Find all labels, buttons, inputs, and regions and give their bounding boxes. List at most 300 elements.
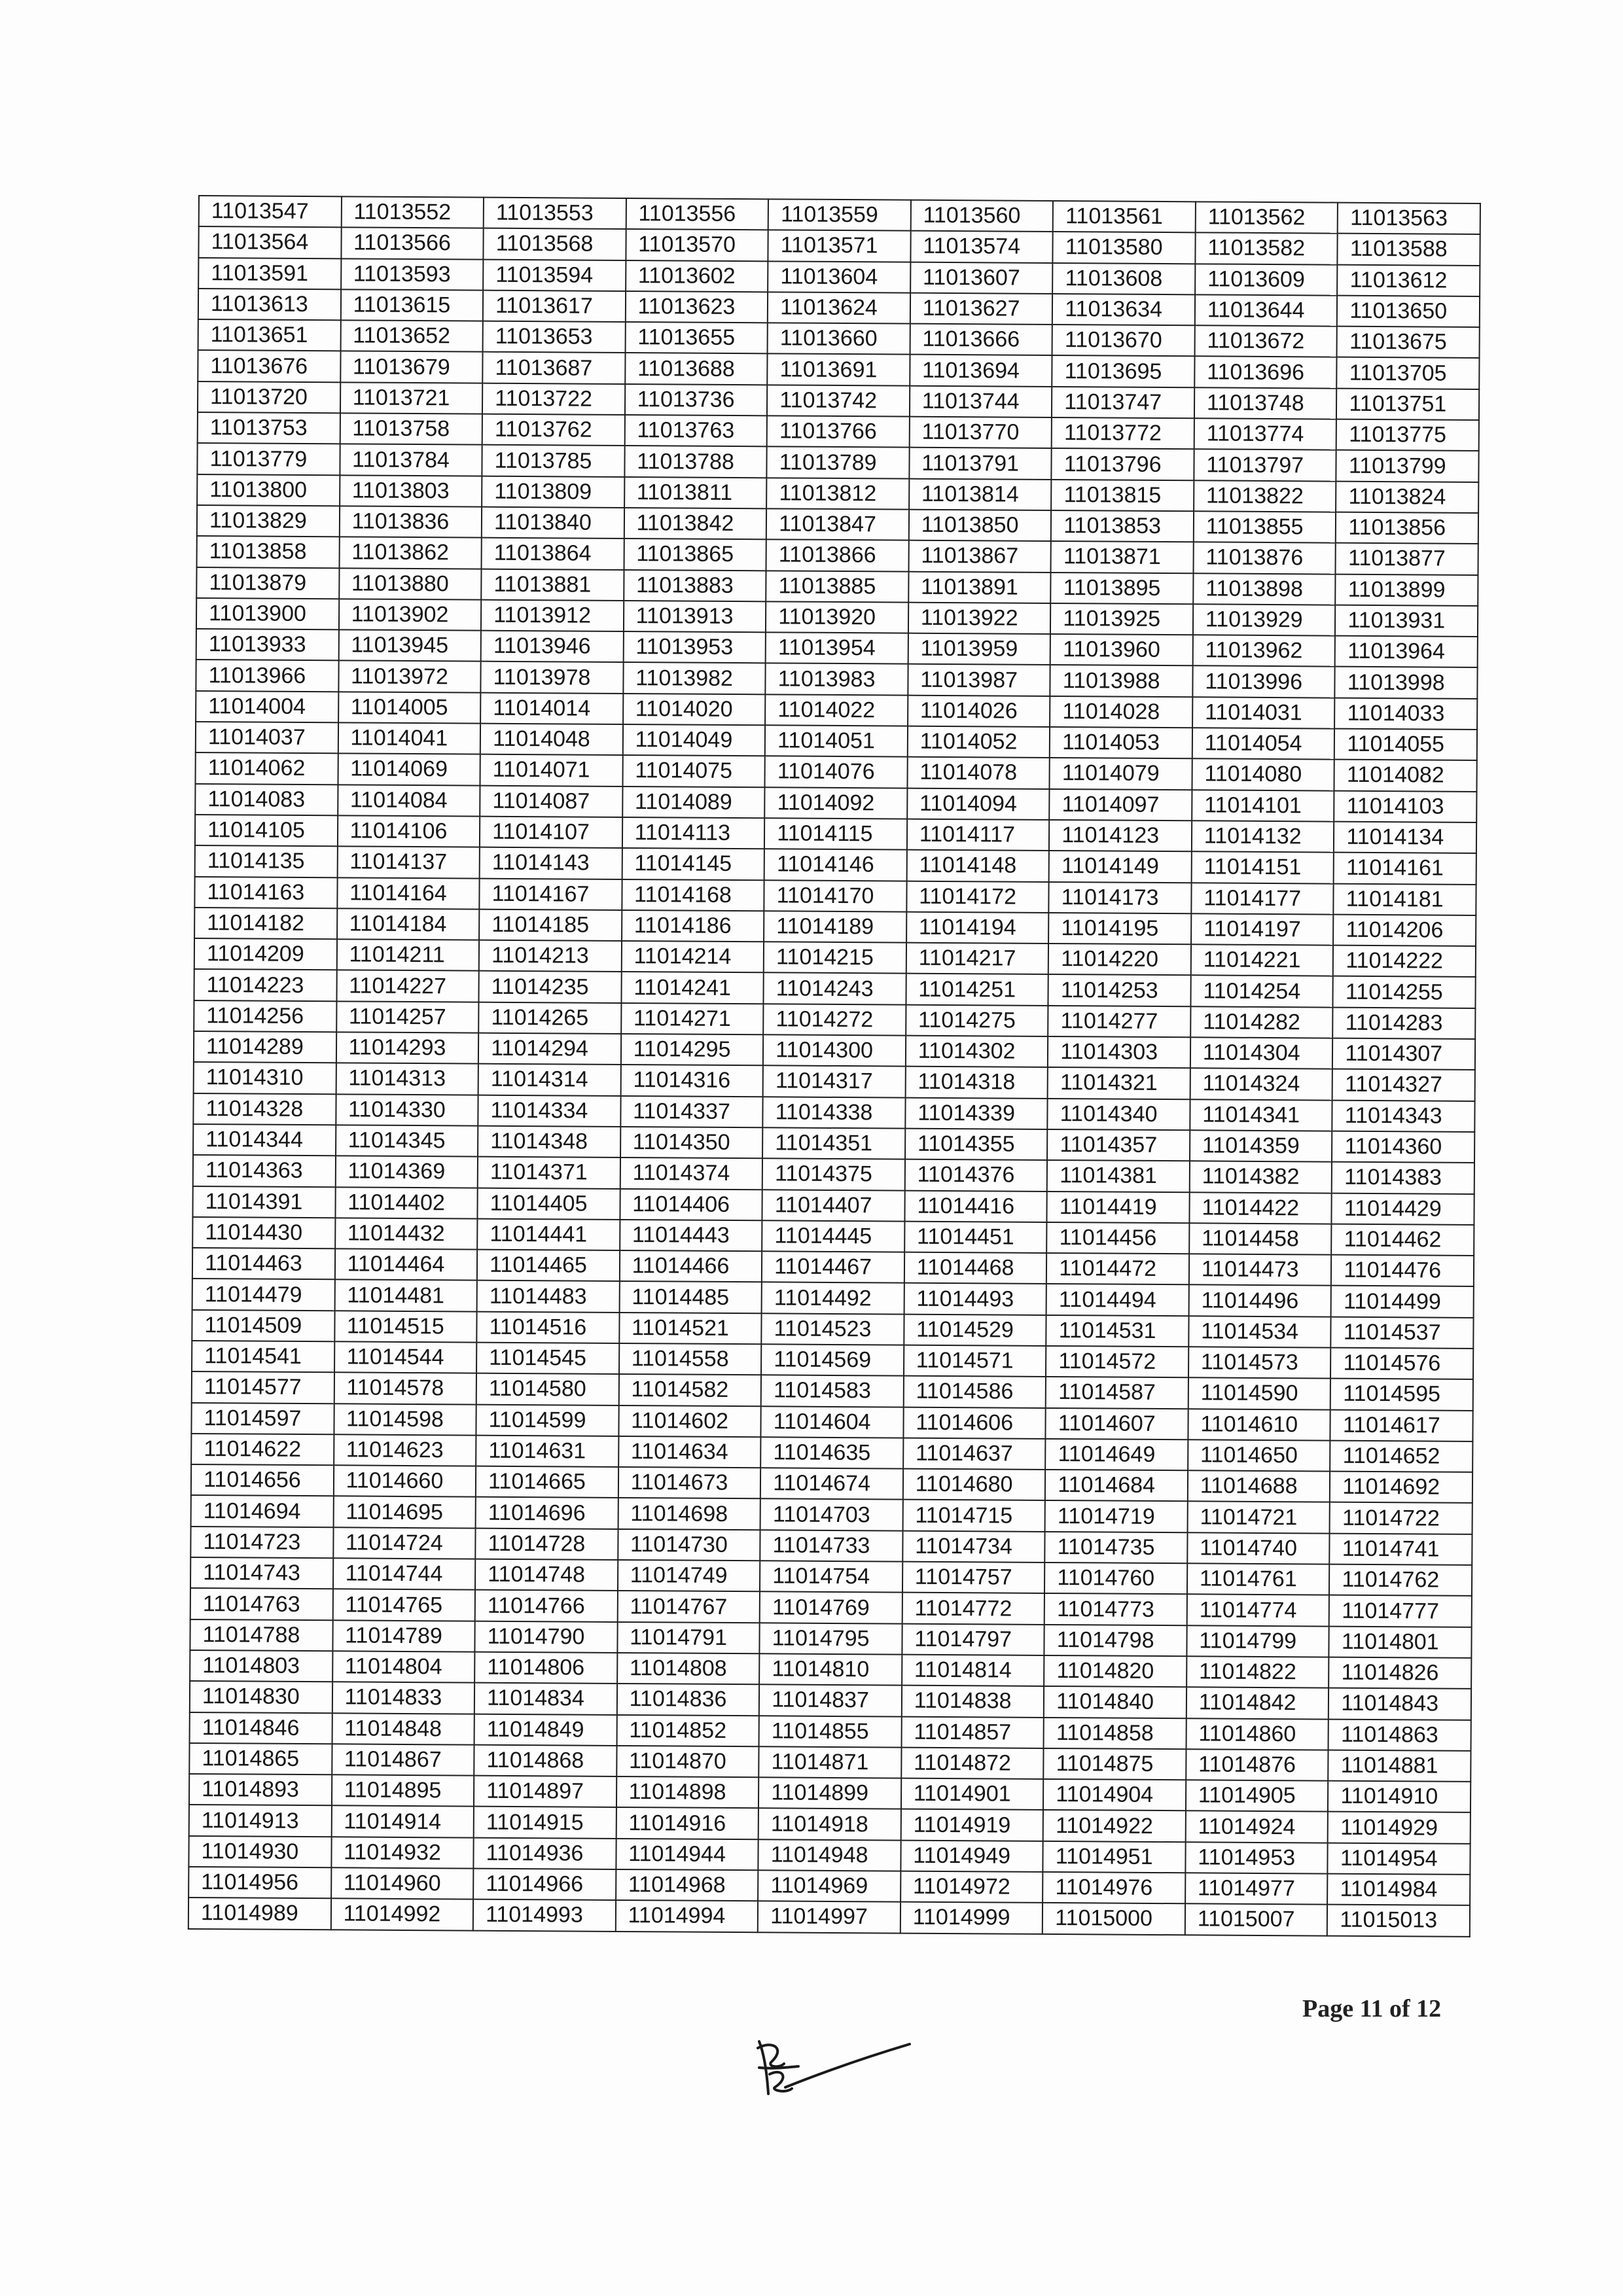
table-cell: 11013720: [198, 381, 340, 414]
table-cell: 11014014: [480, 692, 623, 724]
table-cell: 11014762: [1329, 1564, 1472, 1597]
table-cell: 11013574: [910, 231, 1053, 263]
table-cell: 11013811: [624, 477, 767, 509]
table-cell: 11014194: [906, 911, 1049, 944]
table-cell: 11014405: [478, 1188, 620, 1220]
table-cell: 11014695: [333, 1496, 476, 1528]
table-cell: 11014930: [188, 1836, 331, 1868]
table-cell: 11013814: [909, 478, 1052, 510]
table-cell: 11014698: [618, 1498, 760, 1530]
table-cell: 11014149: [1049, 851, 1192, 883]
table-cell: 11014051: [765, 725, 908, 757]
table-cell: 11014949: [901, 1840, 1043, 1872]
table-cell: 11014733: [760, 1530, 902, 1562]
table-cell: 11014456: [1046, 1222, 1189, 1254]
table-cell: 11014304: [1190, 1037, 1333, 1069]
table-cell: 11014814: [902, 1655, 1044, 1687]
table-cell: 11014798: [1044, 1625, 1187, 1657]
table-cell: 11013652: [340, 321, 483, 353]
table-cell: 11014740: [1187, 1532, 1330, 1564]
table-cell: 11014307: [1332, 1038, 1475, 1070]
table-cell: 11014905: [1186, 1780, 1329, 1812]
table-cell: 11014992: [330, 1899, 473, 1931]
table-cell: 11014610: [1188, 1409, 1330, 1441]
table-cell: 11014383: [1332, 1162, 1474, 1194]
table-cell: 11014441: [477, 1218, 620, 1250]
table-cell: 11014493: [904, 1283, 1046, 1315]
table-cell: 11013763: [624, 415, 767, 447]
table-cell: 11014348: [478, 1126, 620, 1158]
table-cell: 11014875: [1044, 1748, 1186, 1780]
table-cell: 11013571: [768, 230, 911, 262]
table-cell: 11013696: [1194, 357, 1337, 389]
table-cell: 11014904: [1043, 1779, 1186, 1811]
table-cell: 11014899: [758, 1777, 901, 1809]
table-cell: 11014295: [621, 1034, 764, 1066]
table-cell: 11014599: [476, 1404, 619, 1436]
table-cell: 11014117: [907, 819, 1050, 851]
table-cell: 11014849: [474, 1714, 617, 1746]
table-cell: 11014769: [760, 1592, 902, 1624]
table-cell: 11013617: [483, 291, 626, 323]
table-cell: 11014494: [1046, 1284, 1189, 1316]
table-cell: 11014328: [193, 1093, 336, 1125]
table-cell: 11013788: [624, 446, 767, 478]
table-cell: 11014863: [1329, 1719, 1471, 1751]
table-cell: 11014217: [906, 943, 1048, 975]
table-cell: 11014429: [1332, 1193, 1474, 1225]
table-cell: 11014799: [1186, 1625, 1329, 1657]
table-cell: 11013962: [1192, 635, 1335, 667]
table-cell: 11014797: [902, 1623, 1044, 1655]
table-cell: 11014468: [904, 1252, 1047, 1284]
table-cell: 11014283: [1333, 1007, 1476, 1039]
table-cell: 11014860: [1186, 1718, 1329, 1750]
table-cell: 11014075: [622, 755, 765, 787]
table-cell: 11014243: [764, 973, 906, 1005]
table-cell: 11014031: [1192, 697, 1335, 729]
table-cell: 11014918: [758, 1809, 901, 1841]
table-cell: 11014481: [334, 1280, 477, 1312]
table-cell: 11014416: [904, 1190, 1047, 1222]
table-cell: 11014227: [336, 970, 479, 1002]
table-cell: 11014836: [616, 1684, 759, 1716]
table-cell: 11014715: [902, 1500, 1045, 1532]
table-cell: 11014673: [618, 1467, 760, 1499]
table-cell: 11014966: [473, 1869, 616, 1901]
table-cell: 11014197: [1191, 913, 1334, 945]
table-cell: 11014989: [188, 1898, 331, 1930]
table-cell: 11014344: [193, 1124, 336, 1156]
table-cell: 11013796: [1052, 448, 1194, 480]
table-cell: 11014871: [758, 1746, 901, 1778]
table-cell: 11014870: [616, 1746, 759, 1778]
table-cell: 11013867: [908, 540, 1051, 573]
table-cell: 11014622: [191, 1434, 334, 1466]
table-cell: 11014578: [334, 1373, 476, 1405]
table-cell: 11014719: [1045, 1500, 1188, 1532]
table-cell: 11014881: [1329, 1750, 1471, 1782]
table-cell: 11014583: [761, 1375, 904, 1407]
table-cell: 11013858: [197, 536, 340, 568]
table-cell: 11014485: [619, 1281, 762, 1313]
table-cell: 11013982: [623, 662, 766, 694]
table-cell: 11013881: [481, 569, 624, 601]
table-cell: 11014310: [194, 1062, 336, 1094]
table-cell: 11014337: [620, 1096, 763, 1128]
table-cell: 11014680: [903, 1469, 1046, 1501]
table-cell: 11014730: [618, 1529, 760, 1561]
table-cell: 11013812: [766, 478, 909, 510]
table-cell: 11014472: [1046, 1253, 1189, 1285]
table-cell: 11014846: [190, 1712, 332, 1744]
table-cell: 11014215: [764, 942, 906, 974]
table-cell: 11013591: [198, 258, 341, 290]
table-cell: 11013580: [1053, 232, 1196, 264]
table-cell: 11014272: [763, 1004, 906, 1036]
table-cell: 11014186: [622, 910, 764, 942]
table-cell: 11013559: [768, 199, 911, 231]
table-cell: 11013922: [908, 602, 1051, 634]
table-cell: 11013613: [198, 289, 341, 321]
table-cell: 11014534: [1188, 1316, 1331, 1348]
table-cell: 11013609: [1195, 264, 1338, 296]
table-cell: 11014419: [1047, 1191, 1190, 1223]
table-cell: 11014976: [1043, 1872, 1185, 1904]
table-cell: 11013864: [482, 538, 624, 570]
table-cell: 11014107: [480, 817, 622, 849]
table-cell: 11014602: [618, 1405, 761, 1438]
table-cell: 11013998: [1335, 667, 1478, 699]
table-cell: 11014357: [1047, 1129, 1190, 1161]
table-cell: 11014402: [335, 1187, 478, 1219]
table-cell: 11013562: [1196, 202, 1338, 234]
table-cell: 11013588: [1338, 234, 1480, 266]
table-cell: 11014598: [334, 1404, 476, 1436]
table-cell: 11014316: [620, 1065, 763, 1097]
table-cell: 11014544: [334, 1341, 477, 1373]
table-cell: 11013895: [1050, 573, 1193, 605]
table-cell: 11014760: [1044, 1563, 1187, 1595]
table-cell: 11013785: [482, 445, 624, 477]
table-cell: 11013959: [908, 633, 1050, 665]
table-cell: 11014724: [333, 1527, 476, 1559]
table-cell: 11013879: [196, 567, 339, 599]
table-cell: 11013815: [1051, 480, 1194, 512]
table-cell: 11014037: [196, 722, 338, 754]
table-cell: 11014143: [480, 847, 622, 879]
table-cell: 11014595: [1330, 1379, 1473, 1411]
table-cell: 11014371: [478, 1157, 620, 1189]
table-cell: 11014541: [192, 1341, 334, 1373]
table-cell: 11014684: [1045, 1470, 1188, 1502]
table-cell: 11014994: [615, 1900, 758, 1932]
table-cell: 11014255: [1333, 976, 1476, 1008]
table-cell: 11014028: [1050, 696, 1192, 728]
table-cell: 11013670: [1052, 325, 1195, 357]
table-cell: 11013865: [624, 539, 766, 571]
table-cell: 11013983: [766, 663, 908, 696]
table-cell: 11014476: [1331, 1255, 1474, 1287]
table-cell: 11014463: [192, 1248, 335, 1280]
table-cell: 11014820: [1044, 1655, 1186, 1687]
table-cell: 11014910: [1328, 1781, 1471, 1813]
table-cell: 11013547: [199, 196, 342, 228]
table-cell: 11014235: [479, 971, 622, 1003]
table-cell: 11014206: [1333, 914, 1476, 946]
table-cell: 11014649: [1045, 1439, 1188, 1471]
table-cell: 11013624: [768, 292, 910, 324]
table-cell: 11014631: [476, 1436, 618, 1468]
table-cell: 11013666: [910, 324, 1052, 356]
table-cell: 11014496: [1188, 1285, 1331, 1317]
table-cell: 11014462: [1332, 1224, 1474, 1256]
table-cell: 11014806: [474, 1652, 617, 1684]
table-cell: 11014265: [478, 1002, 621, 1034]
table-cell: 11014607: [1046, 1408, 1188, 1440]
table-cell: 11014182: [194, 908, 337, 940]
table-cell: 11014097: [1049, 789, 1192, 821]
table-cell: 11014049: [622, 724, 765, 756]
table-cell: 11014972: [901, 1871, 1043, 1903]
table-cell: 11013607: [910, 262, 1053, 294]
table-cell: 11014916: [616, 1807, 758, 1839]
table-cell: 11014168: [622, 879, 764, 911]
table-cell: 11013862: [339, 537, 482, 569]
table-cell: 11014515: [334, 1311, 477, 1343]
table-cell: 11013608: [1052, 263, 1195, 295]
table-cell: 11013822: [1194, 480, 1336, 512]
table-cell: 11014293: [336, 1032, 478, 1064]
table-cell: 11013988: [1050, 665, 1193, 697]
table-cell: 11014080: [1192, 759, 1334, 791]
table-cell: 11014391: [192, 1186, 335, 1218]
table-cell: 11014898: [616, 1776, 759, 1809]
table-cell: 11014865: [189, 1743, 332, 1775]
table-cell: 11014214: [621, 941, 764, 973]
table-cell: 11014303: [1048, 1036, 1190, 1069]
table-cell: 11013736: [625, 384, 768, 416]
table-cell: 11013564: [198, 226, 341, 258]
table-cell: 11014300: [763, 1034, 906, 1067]
table-cell: 11014053: [1050, 727, 1192, 759]
table-cell: 11014577: [192, 1371, 334, 1404]
table-cell: 11014810: [759, 1653, 902, 1686]
table-cell: 11013721: [340, 382, 483, 414]
table-cell: 11013770: [909, 417, 1052, 449]
table-cell: 11014529: [904, 1314, 1046, 1346]
table-cell: 11014084: [338, 785, 480, 817]
table-cell: 11014254: [1190, 976, 1333, 1008]
table-cell: 11013803: [340, 475, 482, 507]
table-cell: 11014465: [477, 1250, 620, 1282]
table-cell: 11014868: [474, 1744, 616, 1776]
table-cell: 11014406: [620, 1188, 762, 1220]
table-cell: 11014256: [194, 1000, 336, 1033]
table-cell: 11013758: [340, 413, 482, 445]
table-cell: 11014721: [1187, 1502, 1330, 1534]
table-cell: 11014103: [1334, 790, 1477, 822]
table-cell: 11013996: [1192, 666, 1335, 698]
table-cell: 11014634: [618, 1436, 761, 1468]
table-cell: 11014537: [1331, 1316, 1474, 1349]
table-cell: 11014134: [1334, 822, 1476, 854]
table-cell: 11013902: [338, 599, 481, 631]
table-cell: 11014914: [331, 1806, 474, 1838]
table-cell: 11013560: [910, 200, 1053, 232]
table-cell: 11014004: [196, 691, 338, 723]
table-cell: 11014761: [1187, 1563, 1330, 1595]
table-cell: 11014984: [1327, 1874, 1470, 1906]
table-cell: 11014969: [758, 1870, 901, 1902]
table-cell: 11014082: [1334, 760, 1477, 792]
table-cell: 11014660: [333, 1465, 476, 1497]
table-cell: 11014897: [474, 1776, 616, 1808]
table-cell: 11014833: [332, 1682, 474, 1714]
table-cell: 11014079: [1050, 758, 1192, 790]
table-cell: 11013772: [1052, 417, 1194, 450]
table-cell: 11014363: [193, 1155, 336, 1187]
table-cell: 11013880: [339, 568, 482, 600]
table-cell: 11014808: [617, 1653, 760, 1685]
table-cell: 11014055: [1334, 729, 1477, 761]
table-cell: 11014343: [1332, 1100, 1475, 1132]
table-cell: 11014790: [475, 1621, 618, 1653]
table-cell: 11013753: [198, 412, 340, 444]
table-cell: 11014954: [1328, 1843, 1471, 1875]
table-cell: 11013800: [197, 474, 340, 506]
table-cell: 11014545: [476, 1343, 619, 1375]
table-cell: 11014209: [194, 938, 337, 970]
table-cell: 11013766: [767, 415, 910, 448]
roll-number-table: [188, 195, 1481, 1937]
table-cell: 11013650: [1337, 296, 1480, 328]
table-cell: 11014339: [905, 1097, 1048, 1129]
table-cell: 11013931: [1335, 605, 1478, 637]
table-cell: 11013705: [1337, 357, 1480, 389]
table-cell: 11013623: [625, 291, 768, 323]
table-cell: 11014857: [901, 1716, 1044, 1748]
table-cell: 11014652: [1330, 1440, 1472, 1472]
table-cell: 11014590: [1188, 1378, 1331, 1410]
table-cell: 11014071: [480, 754, 623, 786]
table-cell: 11014692: [1330, 1472, 1472, 1504]
table-cell: 11013695: [1052, 355, 1195, 387]
table-cell: 11014674: [760, 1468, 903, 1500]
table-cell: 11014062: [196, 752, 338, 785]
table-cell: 11014375: [762, 1158, 905, 1190]
table-cell: 11013691: [767, 354, 910, 386]
table-cell: 11013853: [1051, 510, 1194, 542]
table-cell: 11014164: [337, 877, 480, 910]
table-cell: 11013627: [910, 293, 1053, 325]
table-cell: 11013925: [1050, 603, 1193, 635]
table-cell: 11014743: [190, 1557, 333, 1589]
table-cell: 11014744: [333, 1558, 476, 1590]
table-cell: 11014422: [1189, 1192, 1332, 1224]
table-cell: 11014271: [621, 1003, 764, 1035]
table-cell: 11014092: [764, 787, 907, 819]
table-cell: 11014467: [762, 1251, 904, 1283]
table-cell: 11014804: [332, 1651, 475, 1683]
table-cell: 11013779: [197, 443, 340, 475]
table-cell: 11014573: [1188, 1347, 1331, 1379]
table-cell: 11014340: [1048, 1099, 1190, 1131]
table-cell: 11014772: [902, 1593, 1044, 1625]
table-cell: 11014893: [189, 1774, 332, 1806]
table-cell: 11014277: [1048, 1006, 1190, 1038]
table-cell: 11014944: [616, 1839, 758, 1871]
table-cell: 11014803: [190, 1650, 332, 1682]
table-cell: 11014430: [192, 1217, 335, 1249]
table-cell: 11013694: [910, 355, 1052, 387]
table-cell: 11014170: [764, 880, 907, 912]
table-cell: 11013856: [1336, 512, 1478, 544]
table-cell: 11014499: [1331, 1286, 1474, 1318]
table-cell: 11014026: [908, 695, 1050, 727]
table-cell: 11014407: [762, 1190, 905, 1222]
table-body: [188, 196, 1480, 1937]
table-cell: 11013553: [484, 198, 626, 230]
table-cell: 11013762: [482, 414, 625, 446]
table-cell: 11014189: [764, 911, 906, 943]
table-cell: 11013552: [341, 196, 484, 228]
table-cell: 11013829: [197, 505, 340, 537]
table-cell: 11014696: [476, 1497, 618, 1529]
table-cell: 11014665: [476, 1466, 618, 1498]
table-cell: 11014509: [192, 1310, 334, 1342]
table-cell: 11014915: [474, 1807, 616, 1839]
table-cell: 11013604: [768, 261, 910, 293]
page-number: Page 11 of 12: [1302, 1995, 1442, 2022]
table-cell: 11014822: [1186, 1656, 1329, 1688]
table-cell: 11014473: [1189, 1254, 1332, 1286]
table-cell: 11014795: [760, 1623, 902, 1655]
table-cell: 11013672: [1194, 325, 1337, 357]
table-cell: 11014132: [1192, 821, 1334, 853]
table-cell: 11014569: [761, 1344, 904, 1376]
table-cell: 11014597: [191, 1403, 334, 1435]
table-cell: 11014932: [331, 1837, 474, 1869]
table-cell: 11013676: [198, 350, 340, 382]
table-cell: 11014432: [335, 1218, 478, 1250]
table-cell: 11014078: [907, 757, 1050, 789]
table-cell: 11014606: [903, 1407, 1046, 1439]
table-cell: 11013655: [625, 322, 768, 354]
table-cell: 11014895: [332, 1775, 474, 1807]
table-cell: 11014087: [480, 785, 622, 817]
table-cell: 11014558: [619, 1343, 762, 1375]
table-cell: 11014858: [1044, 1717, 1186, 1749]
table-cell: 11013885: [766, 571, 908, 603]
table-cell: 11014161: [1334, 853, 1476, 885]
table-cell: 11014728: [475, 1528, 618, 1560]
table-cell: 11013946: [481, 631, 624, 663]
table-cell: 11014334: [478, 1095, 620, 1127]
table-cell: 11013570: [626, 229, 768, 261]
table-cell: 11014922: [1043, 1810, 1186, 1842]
table-cell: 11014763: [190, 1588, 333, 1620]
table-cell: 11014289: [194, 1031, 336, 1063]
table-cell: 11014185: [479, 909, 622, 941]
table-cell: 11013653: [483, 321, 626, 353]
table-cell: 11013883: [624, 570, 766, 602]
table-cell: 11013799: [1336, 450, 1479, 482]
table-cell: 11014145: [622, 848, 764, 880]
table-cell: 11013634: [1052, 294, 1195, 326]
table-cell: 11014094: [907, 788, 1050, 820]
table-cell: 11013688: [625, 353, 768, 385]
